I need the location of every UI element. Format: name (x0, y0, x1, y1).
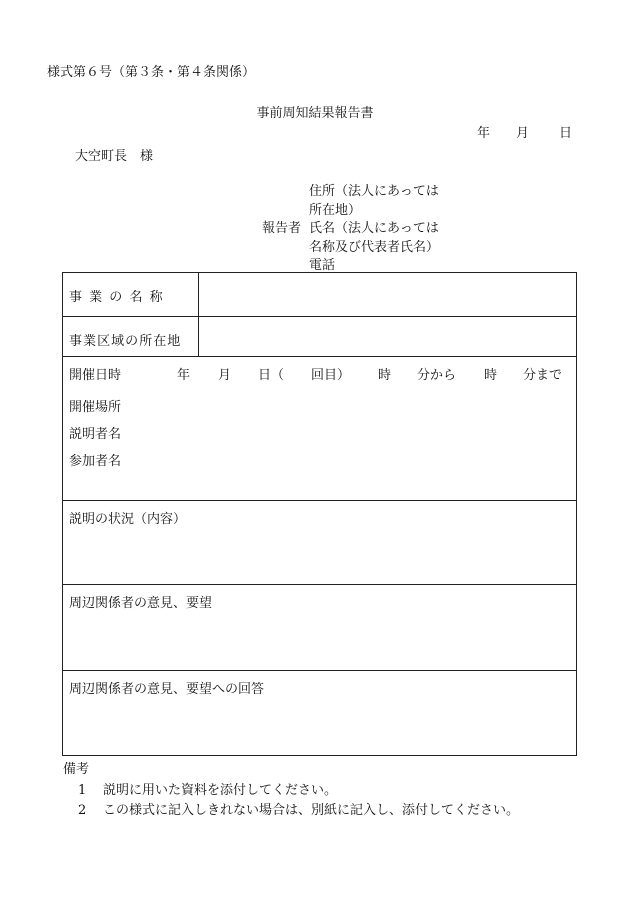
note-item (78, 784, 337, 797)
opinions-row[interactable] (63, 585, 576, 671)
answers-row[interactable] (63, 671, 576, 757)
project-name-label: 事業の名称 (69, 290, 170, 305)
report-form-table (62, 272, 577, 756)
answers-label: 周辺関係者の意見、要望への回答 (69, 682, 265, 697)
reporter-address-line1: 住所（法人にあっては (309, 184, 439, 199)
session-venue-label: 開催場所 (69, 400, 122, 415)
form-number: 様式第６号（第３条・第４条関係） (47, 65, 256, 80)
session-hour1-label: 時 (378, 368, 392, 383)
session-presenter-label: 説明者名 (69, 427, 122, 442)
project-area-label-cell (63, 317, 199, 356)
project-area-label: 事業区域の所在地 (69, 334, 182, 349)
session-month-label: 月 (218, 368, 232, 383)
session-from-label: 分から (417, 368, 457, 383)
project-name-field[interactable] (199, 273, 576, 316)
note-number: 2 (78, 803, 87, 818)
note-text: この様式に記入しきれない場合は、別紙に記入し、添付してください。 (103, 803, 520, 818)
document-title: 事前周知結果報告書 (256, 106, 374, 121)
project-name-row (63, 273, 576, 317)
session-year-label: 年 (177, 368, 191, 383)
reporter-name-line2: 名称及び代表者氏名） (309, 239, 440, 255)
session-date-label: 開催日時 (69, 368, 122, 383)
note-text: 説明に用いた資料を添付してください。 (103, 783, 338, 798)
session-hour2-label: 時 (484, 368, 498, 383)
opinions-label: 周辺関係者の意見、要望 (69, 596, 213, 611)
reporter-label: 報告者 (262, 221, 302, 236)
note-number: 1 (78, 783, 87, 798)
date-year-label: 年 (477, 126, 491, 141)
date-month-label: 月 (516, 126, 530, 141)
session-day-label: 日（ (258, 368, 285, 383)
project-area-row (63, 317, 576, 357)
project-area-field[interactable] (199, 317, 576, 356)
reporter-name-line1: 氏名（法人にあっては (309, 221, 439, 236)
addressee: 大空町長 様 (75, 149, 154, 164)
date-day-label: 日 (559, 126, 573, 141)
session-participants-label: 参加者名 (69, 454, 122, 469)
status-row[interactable] (63, 501, 576, 585)
reporter-fields (309, 185, 439, 278)
note-item (78, 804, 519, 817)
notes-heading: 備考 (63, 762, 90, 777)
session-count-label: 回目） (311, 368, 351, 383)
status-label: 説明の状況（内容） (69, 512, 187, 527)
session-row[interactable] (63, 357, 576, 501)
reporter-address-line2: 所在地） (309, 202, 362, 218)
session-until-label: 分まで (523, 368, 563, 383)
reporter-phone: 電話 (309, 258, 336, 273)
project-name-label-cell (63, 273, 199, 316)
